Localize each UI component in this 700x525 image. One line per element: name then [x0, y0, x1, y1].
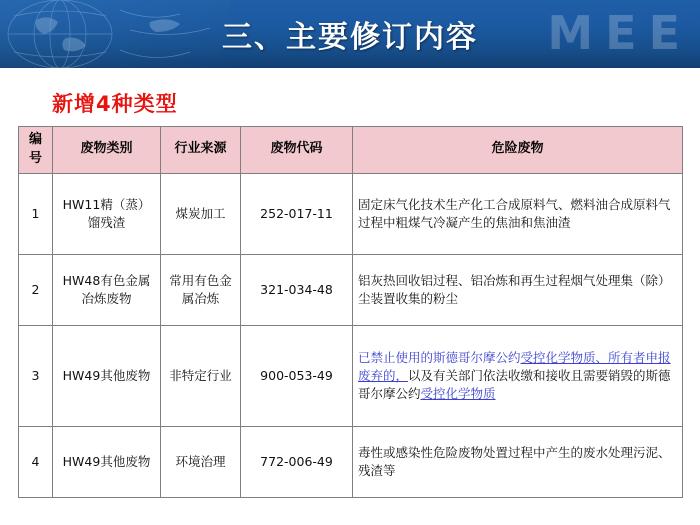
cell-source: 煤炭加工 [161, 173, 241, 254]
cell-waste: 铝灰热回收铝过程、铝冶炼和再生过程烟气处理集（除）尘装置收集的粉尘 [353, 254, 683, 325]
cell-category: HW49其他废物 [53, 426, 161, 497]
section-heading: 新增4种类型 [52, 92, 178, 116]
cell-no: 2 [19, 254, 53, 325]
cell-no: 4 [19, 426, 53, 497]
col-header-waste: 危险废物 [353, 127, 683, 174]
header-banner [0, 0, 700, 68]
cell-category: HW48有色金属冶炼废物 [53, 254, 161, 325]
table-row [19, 325, 683, 426]
col-header-category: 废物类别 [53, 127, 161, 174]
waste-text-fragment: 已禁止使用的斯德哥尔摩公约 [358, 349, 521, 365]
table-row [19, 254, 683, 325]
page-title: 三、主要修订内容 [222, 20, 478, 55]
cell-source: 非特定行业 [161, 325, 241, 426]
waste-text-fragment: 受控化学物质 [420, 385, 496, 401]
cell-code: 321-034-48 [241, 254, 353, 325]
table-row [19, 173, 683, 254]
cell-waste-rich [353, 325, 683, 426]
cell-waste: 固定床气化技术生产化工合成原料气、燃料油合成原料气过程中粗煤气冷凝产生的焦油和焦油渣 [353, 173, 683, 254]
cell-source: 环境治理 [161, 426, 241, 497]
table-header-row [19, 127, 683, 174]
table-row [19, 426, 683, 497]
cell-no: 3 [19, 325, 53, 426]
waste-text-fragment: 所有者申报废弃的， [358, 349, 671, 383]
cell-category: HW11精（蒸）馏残渣 [53, 173, 161, 254]
col-header-code: 废物代码 [241, 127, 353, 174]
waste-text-fragment: 受控化学物质、 [520, 349, 609, 365]
cell-waste: 毒性或感染性危险废物处置过程中产生的废水处理污泥、残渣等 [353, 426, 683, 497]
cell-code: 900-053-49 [241, 325, 353, 426]
cell-category: HW49其他废物 [53, 325, 161, 426]
waste-text-fragment: 以及有关部门依法收缴和接收且需要销毁的斯德哥尔摩公约 [358, 367, 671, 401]
cell-code: 772-006-49 [241, 426, 353, 497]
mee-watermark: MEE [547, 6, 692, 60]
waste-types-table [18, 126, 682, 498]
cell-source: 常用有色金属冶炼 [161, 254, 241, 325]
col-header-no: 编号 [19, 127, 53, 174]
cell-no: 1 [19, 173, 53, 254]
col-header-source: 行业来源 [161, 127, 241, 174]
cell-code: 252-017-11 [241, 173, 353, 254]
